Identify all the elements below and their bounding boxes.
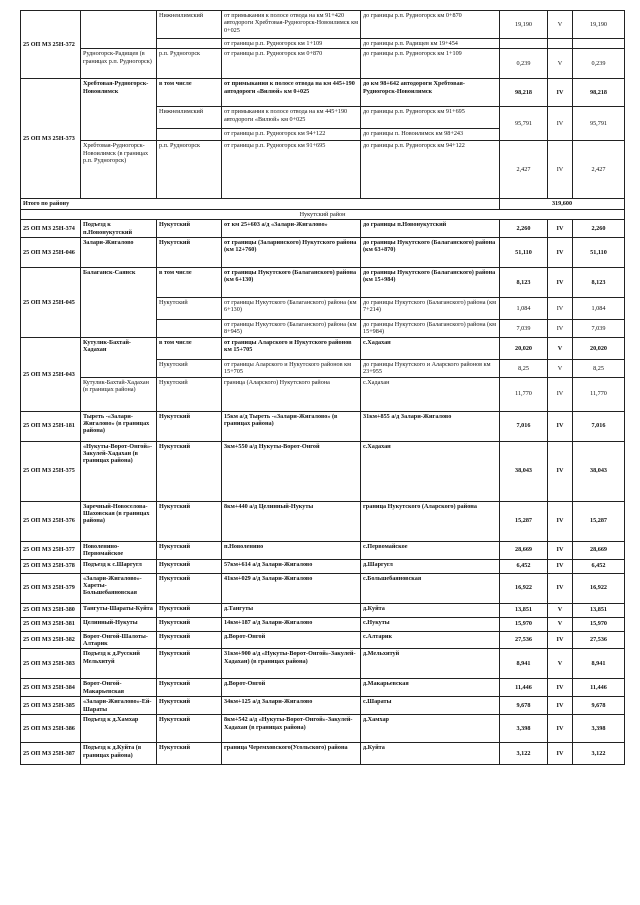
table-row bbox=[21, 603, 625, 617]
segment-end: с.Хадахан bbox=[361, 441, 500, 501]
district-total-value: 319,600 bbox=[500, 199, 625, 209]
road-name: Подъезд к д.Хамхар bbox=[81, 715, 157, 743]
road-name: Хребтовая-Рудногорск-Новоилимск bbox=[81, 79, 157, 141]
segment-start: от примыкания к полосе отвода на км 445+190 автодороги «Вилюй» км 0+025 bbox=[222, 107, 361, 129]
segment-length: 15,970 bbox=[500, 617, 548, 631]
total-length: 27,536 bbox=[573, 631, 625, 649]
road-category: IV bbox=[548, 411, 573, 441]
road-id: 25 ОП МЗ 25Н-386 bbox=[21, 715, 81, 743]
segment-length: 7,016 bbox=[500, 411, 548, 441]
table-row bbox=[21, 501, 625, 541]
road-name: Залари-Жигалово bbox=[81, 238, 157, 268]
district-name: Нукутский bbox=[157, 501, 222, 541]
segment-end: д.Хамхар bbox=[361, 715, 500, 743]
segment-start: п.Новоленино bbox=[222, 541, 361, 559]
segment-start: от примыкания к полосе отвода на км 91+420 автодороги Хребтовая-Рудногорск-Новоилимск км 0+025 bbox=[222, 11, 361, 39]
segment-length: 7,039 bbox=[500, 320, 548, 338]
road-name: Балаганск-Саянск bbox=[81, 268, 157, 338]
total-length: 11,446 bbox=[573, 679, 625, 697]
road-name: Подъезд к с.Шаргугл bbox=[81, 559, 157, 573]
district-name: Нукутский bbox=[157, 697, 222, 715]
road-name: Кутулик-Бахтай-Хадахан (в границах района) bbox=[81, 377, 157, 411]
segment-end: до границы п.Новонукутский bbox=[361, 220, 500, 238]
table-row bbox=[21, 49, 625, 79]
total-length: 15,287 bbox=[573, 501, 625, 541]
table-row bbox=[21, 697, 625, 715]
segment-end: до границы Нукутского (Балаганского) района (км 7+214) bbox=[361, 298, 500, 320]
segment-length: 13,851 bbox=[500, 603, 548, 617]
segment-length: 8,123 bbox=[500, 268, 548, 298]
road-category: V bbox=[548, 11, 573, 39]
segment-end: д.Мельхитуй bbox=[361, 649, 500, 679]
road-category: V bbox=[548, 49, 573, 79]
road-id: 25 ОП МЗ 25Н-375 bbox=[21, 441, 81, 501]
district-name: Нукутский bbox=[157, 631, 222, 649]
table-row bbox=[21, 199, 625, 209]
road-id: 25 ОП МЗ 25Н-380 bbox=[21, 603, 81, 617]
road-register-table bbox=[20, 10, 625, 765]
district-name: в том числе bbox=[157, 79, 222, 107]
segment-start: 8км+440 а/д Целинный-Нукуты bbox=[222, 501, 361, 541]
segment-end: с.Первомайское bbox=[361, 541, 500, 559]
district-name: Нукутский bbox=[157, 559, 222, 573]
table-row bbox=[21, 220, 625, 238]
district-name: Нукутский bbox=[157, 220, 222, 238]
segment-length: 11,770 bbox=[500, 377, 548, 411]
segment-end: с.Хадахан bbox=[361, 337, 500, 359]
segment-length: 28,669 bbox=[500, 541, 548, 559]
road-id: 25 ОП МЗ 25Н-045 bbox=[21, 268, 81, 338]
total-length: 2,427 bbox=[573, 141, 625, 199]
segment-length: 0,239 bbox=[500, 49, 548, 79]
table-row bbox=[21, 377, 625, 411]
segment-end: до границы р.п. Рудногорск км 94+122 bbox=[361, 141, 500, 199]
segment-start: 8км+542 а/д «Нукуты-Ворот-Онгой»-Закулей-Хадахан (в границах района) bbox=[222, 715, 361, 743]
total-length: 15,970 bbox=[573, 617, 625, 631]
road-name: Новоленино-Первомайское bbox=[81, 541, 157, 559]
district-name: Нукутский bbox=[157, 649, 222, 679]
segment-length: 20,020 bbox=[500, 337, 548, 359]
segment-start: от границы р.п. Рудногорск км 94+122 bbox=[222, 129, 361, 141]
segment-length: 51,110 bbox=[500, 238, 548, 268]
table-row bbox=[21, 559, 625, 573]
total-length: 28,669 bbox=[573, 541, 625, 559]
segment-length: 8,25 bbox=[500, 359, 548, 377]
segment-start: от границы р.п. Рудногорск км 91+695 bbox=[222, 141, 361, 199]
total-length: 8,941 bbox=[573, 649, 625, 679]
segment-start: от границы р.п. Рудногорск км 0+870 bbox=[222, 49, 361, 79]
segment-start: 41км+029 а/д Залари-Жигалово bbox=[222, 573, 361, 603]
segment-end: с.Хадахан bbox=[361, 377, 500, 411]
total-length: 38,043 bbox=[573, 441, 625, 501]
road-id: 25 ОП МЗ 25Н-378 bbox=[21, 559, 81, 573]
segment-start: от км 25+603 а/д «Залари-Жигалово» bbox=[222, 220, 361, 238]
segment-length: 11,446 bbox=[500, 679, 548, 697]
segment-start: граница Черемховского(Усольского) района bbox=[222, 743, 361, 765]
segment-length: 15,287 bbox=[500, 501, 548, 541]
segment-length bbox=[500, 39, 548, 49]
total-length: 95,791 bbox=[573, 107, 625, 141]
segment-start: от границы Аларского и Нукутского районов км 15+705 bbox=[222, 359, 361, 377]
road-id: 25 ОП МЗ 25Н-372 bbox=[21, 11, 81, 79]
road-name: Ворот-Онгой-Макарьевская bbox=[81, 679, 157, 697]
district-name: в том числе bbox=[157, 337, 222, 359]
table-row bbox=[21, 679, 625, 697]
segment-length: 16,922 bbox=[500, 573, 548, 603]
total-length: 98,218 bbox=[573, 79, 625, 107]
segment-end: до границы Нукутского и Аларского районов км 23+955 bbox=[361, 359, 500, 377]
table-row bbox=[21, 79, 625, 107]
road-id: 25 ОП МЗ 25Н-382 bbox=[21, 631, 81, 649]
segment-length: 6,452 bbox=[500, 559, 548, 573]
segment-length: 3,122 bbox=[500, 743, 548, 765]
segment-end: до границы р.п. Рудногорск км 1+109 bbox=[361, 49, 500, 79]
segment-end: до границы Нукутского (Балаганского) района (км 15+984) bbox=[361, 268, 500, 298]
segment-start: д.Тангуты bbox=[222, 603, 361, 617]
segment-end: с.Шараты bbox=[361, 697, 500, 715]
total-length: 3,398 bbox=[573, 715, 625, 743]
table-row bbox=[21, 337, 625, 359]
district-name bbox=[157, 39, 222, 49]
segment-start: от границы Аларского и Нукутского районов км 15+705 bbox=[222, 337, 361, 359]
table-row bbox=[21, 541, 625, 559]
table-row bbox=[21, 268, 625, 298]
road-id: 25 ОП МЗ 25Н-379 bbox=[21, 573, 81, 603]
road-name bbox=[81, 11, 157, 49]
segment-end: с.Нукуты bbox=[361, 617, 500, 631]
segment-start: от границы (Заларинского) Нукутского района (км 12+760) bbox=[222, 238, 361, 268]
road-id: 25 ОП МЗ 25Н-383 bbox=[21, 649, 81, 679]
road-name: Заречный-Новоселова-Шаховская (в границах района) bbox=[81, 501, 157, 541]
road-name: Подъезд к д.Куйта (в границах района) bbox=[81, 743, 157, 765]
total-length: 19,190 bbox=[573, 11, 625, 39]
segment-end: до границы р.п. Рудногорск км 0+870 bbox=[361, 11, 500, 39]
segment-end: 31км+855 а/д Залари-Жигалово bbox=[361, 411, 500, 441]
segment-end: с.Большебаяновская bbox=[361, 573, 500, 603]
segment-start: 31км+900 а/д «Нукуты-Ворот-Онгой»-Закулей-Хадахан) (в границах района) bbox=[222, 649, 361, 679]
segment-length: 3,398 bbox=[500, 715, 548, 743]
road-id: 25 ОП МЗ 25Н-043 bbox=[21, 337, 81, 411]
total-length: 2,260 bbox=[573, 220, 625, 238]
segment-end: до км 98+642 автодороги Хребтовая-Рудногорск-Новоилимск bbox=[361, 79, 500, 107]
road-category: IV bbox=[548, 238, 573, 268]
road-category: V bbox=[548, 603, 573, 617]
table-row bbox=[21, 617, 625, 631]
road-id: 25 ОП МЗ 25Н-373 bbox=[21, 79, 81, 199]
table-row bbox=[21, 238, 625, 268]
total-length: 8,25 bbox=[573, 359, 625, 377]
segment-length: 38,043 bbox=[500, 441, 548, 501]
segment-end: д.Макарьевская bbox=[361, 679, 500, 697]
road-name: Целинный-Нукуты bbox=[81, 617, 157, 631]
road-category: IV bbox=[548, 268, 573, 298]
road-name: Подъезд к п.Новонукутский bbox=[81, 220, 157, 238]
district-name bbox=[157, 129, 222, 141]
segment-start: 3км+550 а/д Нукуты-Ворот-Онгой bbox=[222, 441, 361, 501]
segment-start: д.Ворот-Онгой bbox=[222, 631, 361, 649]
road-category: IV bbox=[548, 697, 573, 715]
segment-end: с.Алтарик bbox=[361, 631, 500, 649]
district-total-label: Итого по району bbox=[21, 199, 500, 209]
segment-start: д.Ворот-Онгой bbox=[222, 679, 361, 697]
segment-end: до границы р.п. Радищев км 19+454 bbox=[361, 39, 500, 49]
segment-start: от границы Нукутского (Балаганского) района (км 6+130) bbox=[222, 268, 361, 298]
segment-end: граница Нукутского (Аларского) района bbox=[361, 501, 500, 541]
district-name: Нукутский bbox=[157, 743, 222, 765]
segment-length: 9,678 bbox=[500, 697, 548, 715]
segment-length: 1,084 bbox=[500, 298, 548, 320]
road-name: «Залари-Жигалово»-Ей-Шараты bbox=[81, 697, 157, 715]
total-length: 20,020 bbox=[573, 337, 625, 359]
district-name: Нукутский bbox=[157, 541, 222, 559]
total-length: 13,851 bbox=[573, 603, 625, 617]
segment-end: до границы р.п. Рудногорск км 91+695 bbox=[361, 107, 500, 129]
road-category: V bbox=[548, 649, 573, 679]
table-row bbox=[21, 141, 625, 199]
segment-start: 34км+125 а/д Залари-Жигалово bbox=[222, 697, 361, 715]
district-header: Нукутский район bbox=[21, 209, 625, 219]
road-name: Подъезд к д.Русский Мельхитуй bbox=[81, 649, 157, 679]
road-id: 25 ОП МЗ 25Н-376 bbox=[21, 501, 81, 541]
segment-start: граница (Аларского) Нукутского района bbox=[222, 377, 361, 411]
segment-length: 95,791 bbox=[500, 107, 548, 141]
total-length: 6,452 bbox=[573, 559, 625, 573]
road-name: Кутулик-Бахтай-Хадахан bbox=[81, 337, 157, 377]
road-category: IV bbox=[548, 141, 573, 199]
district-name bbox=[157, 320, 222, 338]
road-category: IV bbox=[548, 441, 573, 501]
district-name: Нукутский bbox=[157, 441, 222, 501]
total-length: 51,110 bbox=[573, 238, 625, 268]
district-name: Нукутский bbox=[157, 603, 222, 617]
district-name: Нукутский bbox=[157, 617, 222, 631]
segment-end: до границы Нукутского (Балаганского) района (км 15+984) bbox=[361, 320, 500, 338]
table-row bbox=[21, 715, 625, 743]
road-category: IV bbox=[548, 679, 573, 697]
road-category: IV bbox=[548, 743, 573, 765]
total-length: 11,770 bbox=[573, 377, 625, 411]
district-name: Нижнеилимский bbox=[157, 107, 222, 129]
table-row bbox=[21, 209, 625, 219]
road-category: IV bbox=[548, 107, 573, 141]
road-id: 25 ОП МЗ 25Н-384 bbox=[21, 679, 81, 697]
segment-start: 57км+614 а/д Залари-Жигалово bbox=[222, 559, 361, 573]
road-category: IV bbox=[548, 501, 573, 541]
district-name: Нукутский bbox=[157, 238, 222, 268]
table-row bbox=[21, 649, 625, 679]
district-name: р.п. Рудногорск bbox=[157, 49, 222, 79]
road-category: V bbox=[548, 337, 573, 359]
total-length: 16,922 bbox=[573, 573, 625, 603]
road-id: 25 ОП МЗ 25Н-387 bbox=[21, 743, 81, 765]
road-category: V bbox=[548, 359, 573, 377]
road-category: IV bbox=[548, 298, 573, 320]
segment-start: 14км+187 а/д Залари-Жигалово bbox=[222, 617, 361, 631]
district-name: Нукутский bbox=[157, 298, 222, 320]
segment-length: 98,218 bbox=[500, 79, 548, 107]
district-name: Нукутский bbox=[157, 359, 222, 377]
total-length: 3,122 bbox=[573, 743, 625, 765]
road-name: Хребтовая-Рудногорск-Новоилимск (в границах р.п. Рудногорск) bbox=[81, 141, 157, 199]
segment-length: 2,260 bbox=[500, 220, 548, 238]
road-category: IV bbox=[548, 220, 573, 238]
table-row bbox=[21, 631, 625, 649]
road-id: 25 ОП МЗ 25Н-181 bbox=[21, 411, 81, 441]
road-name: Рудногорск-Радищев (в границах р.п. Рудногорск) bbox=[81, 49, 157, 79]
road-name: Тыреть -«Залари-Жигалово» (в границах района) bbox=[81, 411, 157, 441]
road-id: 25 ОП МЗ 25Н-374 bbox=[21, 220, 81, 238]
segment-length: 8,941 bbox=[500, 649, 548, 679]
total-length: 9,678 bbox=[573, 697, 625, 715]
segment-start: от примыкания к полосе отвода на км 445+190 автодороги «Вилюй» км 0+025 bbox=[222, 79, 361, 107]
road-id: 25 ОП МЗ 25Н-385 bbox=[21, 697, 81, 715]
road-name: Ворот-Онгой-Шалоты-Алтарик bbox=[81, 631, 157, 649]
road-category: IV bbox=[548, 631, 573, 649]
road-name: Тангуты-Шараты-Куйта bbox=[81, 603, 157, 617]
segment-length: 27,536 bbox=[500, 631, 548, 649]
segment-end: до границы Нукутского (Балаганского) района (км 63+870) bbox=[361, 238, 500, 268]
segment-length: 2,427 bbox=[500, 141, 548, 199]
segment-end: до границы п. Новоилимск км 98+243 bbox=[361, 129, 500, 141]
table-row bbox=[21, 411, 625, 441]
district-name: Нукутский bbox=[157, 573, 222, 603]
road-name: «Залари-Жигалово»-Хареты-Большебаяновская bbox=[81, 573, 157, 603]
road-category: IV bbox=[548, 320, 573, 338]
district-name: Нижнеилимский bbox=[157, 11, 222, 39]
road-category: IV bbox=[548, 559, 573, 573]
road-id: 25 ОП МЗ 25Н-046 bbox=[21, 238, 81, 268]
total-length: 8,123 bbox=[573, 268, 625, 298]
total-length: 7,039 bbox=[573, 320, 625, 338]
table-row bbox=[21, 441, 625, 501]
total-length: 7,016 bbox=[573, 411, 625, 441]
road-id: 25 ОП МЗ 25Н-377 bbox=[21, 541, 81, 559]
road-id: 25 ОП МЗ 25Н-381 bbox=[21, 617, 81, 631]
segment-end: д.Куйта bbox=[361, 603, 500, 617]
road-category: V bbox=[548, 617, 573, 631]
district-name: Нукутский bbox=[157, 411, 222, 441]
road-category: IV bbox=[548, 79, 573, 107]
segment-end: д.Шаргугл bbox=[361, 559, 500, 573]
segment-end: д.Куйта bbox=[361, 743, 500, 765]
segment-start: от границы р.п. Рудногорск км 1+109 bbox=[222, 39, 361, 49]
total-length: 0,239 bbox=[573, 49, 625, 79]
table-row bbox=[21, 743, 625, 765]
road-category: IV bbox=[548, 715, 573, 743]
district-name: Нукутский bbox=[157, 679, 222, 697]
segment-start: от границы Нукутского (Балаганского) района (км 8+945) bbox=[222, 320, 361, 338]
road-category bbox=[548, 39, 573, 49]
table-row bbox=[21, 11, 625, 39]
road-name: «Нукуты-Ворот-Онгой»-Закулей-Хадахан (в границах района) bbox=[81, 441, 157, 501]
segment-start: 15км а/д Тыреть -«Залари-Жигалово» (в границах района) bbox=[222, 411, 361, 441]
total-length: 1,084 bbox=[573, 298, 625, 320]
total-length bbox=[573, 39, 625, 49]
segment-start: от границы Нукутского (Балаганского) района (км 6+130) bbox=[222, 298, 361, 320]
road-category: IV bbox=[548, 573, 573, 603]
road-category: IV bbox=[548, 541, 573, 559]
district-name: в том числе bbox=[157, 268, 222, 298]
district-name: р.п. Рудногорск bbox=[157, 141, 222, 199]
road-category: IV bbox=[548, 377, 573, 411]
district-name: Нукутский bbox=[157, 377, 222, 411]
table-row bbox=[21, 573, 625, 603]
district-name: Нукутский bbox=[157, 715, 222, 743]
segment-length: 19,190 bbox=[500, 11, 548, 39]
